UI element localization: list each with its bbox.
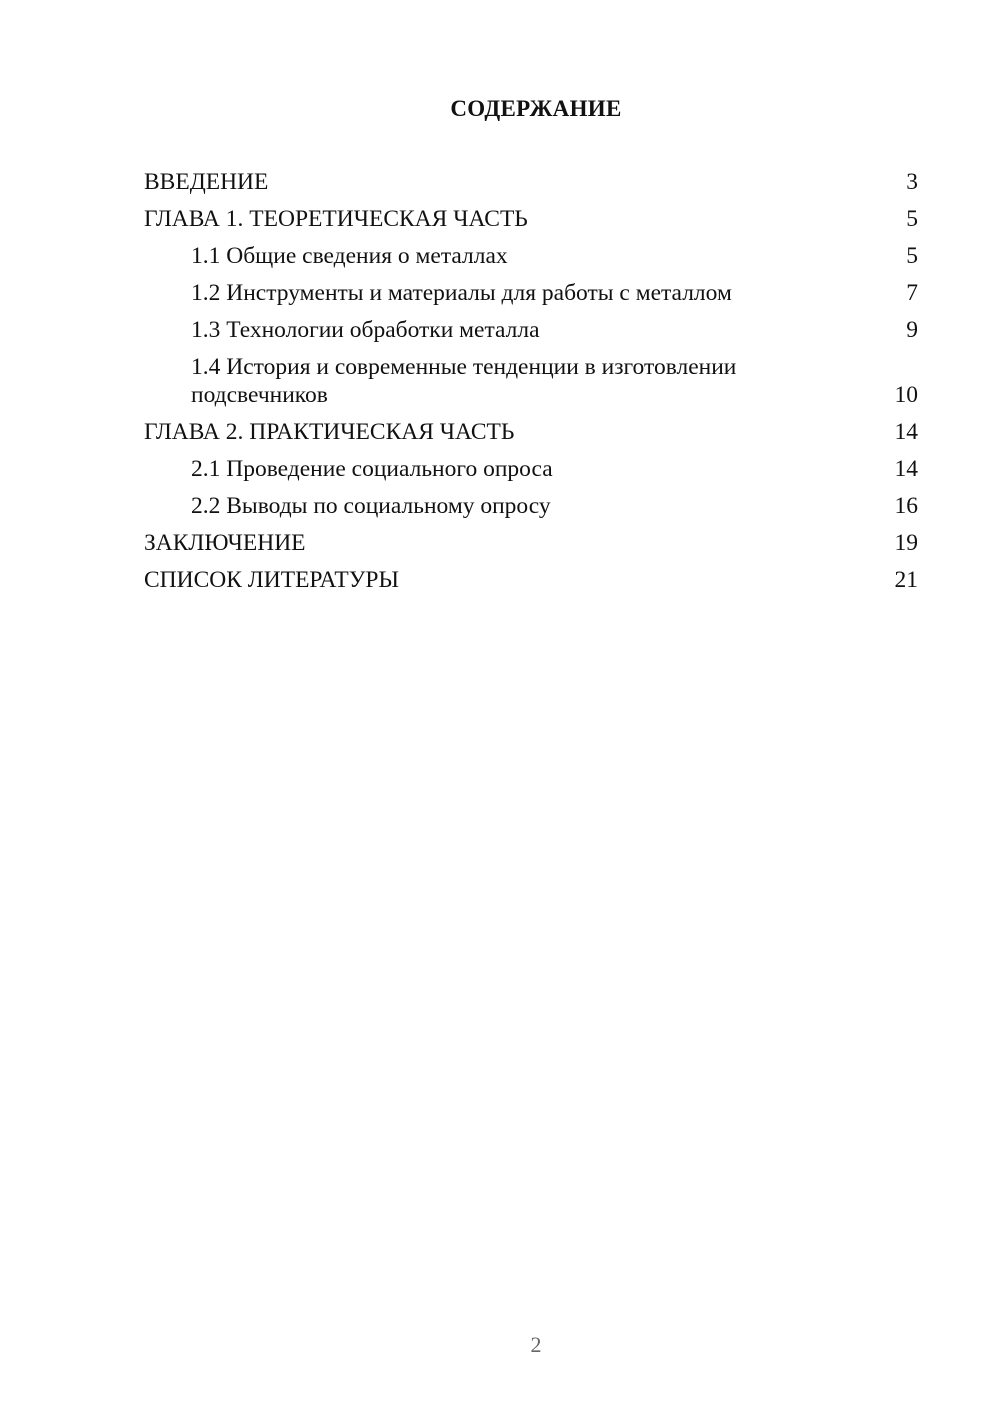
toc-entry-page: 19	[894, 530, 918, 556]
toc-entry-page: 9	[906, 317, 918, 343]
toc-entry-label: ГЛАВА 2. ПРАКТИЧЕСКАЯ ЧАСТЬ	[144, 419, 515, 445]
toc-entry-page: 7	[906, 280, 918, 306]
toc-entry-page: 14	[894, 456, 918, 482]
toc-entry-label: 2.2 Выводы по социальному опросу	[191, 493, 551, 519]
toc-entry-page: 3	[906, 169, 918, 195]
toc-entry-section-2-2	[144, 492, 918, 529]
toc-entry-section-1-3	[144, 316, 918, 353]
toc-entry-conclusion	[144, 529, 918, 566]
toc-title: СОДЕРЖАНИЕ	[450, 96, 622, 121]
toc-entry-page: 16	[894, 493, 918, 519]
toc-entry-bibliography	[144, 566, 918, 603]
toc-entry-section-1-1	[144, 242, 918, 279]
toc-entry-label: 2.1 Проведение социального опроса	[191, 456, 553, 482]
toc-entry-page: 5	[906, 206, 918, 232]
toc-entry-section-2-1	[144, 455, 918, 492]
toc-entry-label: 1.1 Общие сведения о металлах	[191, 243, 508, 269]
toc-entry-page: 10	[894, 382, 918, 408]
toc-entry-section-1-4	[144, 353, 918, 418]
toc-entry-label: ГЛАВА 1. ТЕОРЕТИЧЕСКАЯ ЧАСТЬ	[144, 206, 528, 232]
table-of-contents	[144, 168, 918, 603]
toc-entry-introduction	[144, 168, 918, 205]
toc-entry-page: 21	[894, 567, 918, 593]
toc-entry-label: 1.2 Инструменты и материалы для работы с металлом	[191, 280, 732, 306]
toc-entry-label: 1.3 Технологии обработки металла	[191, 317, 540, 343]
toc-entry-section-1-2	[144, 279, 918, 316]
toc-entry-page: 5	[906, 243, 918, 269]
toc-entry-label: ЗАКЛЮЧЕНИЕ	[144, 530, 306, 556]
page-number: 2	[530, 1332, 542, 1357]
toc-entry-chapter-1	[144, 205, 918, 242]
toc-entry-label: ВВЕДЕНИЕ	[144, 169, 269, 195]
toc-entry-label: 1.4 История и современные тенденции в изготовлении подсвечников	[191, 354, 737, 408]
toc-entry-label: СПИСОК ЛИТЕРАТУРЫ	[144, 567, 399, 593]
toc-entry-page: 14	[894, 419, 918, 445]
toc-entry-chapter-2	[144, 418, 918, 455]
